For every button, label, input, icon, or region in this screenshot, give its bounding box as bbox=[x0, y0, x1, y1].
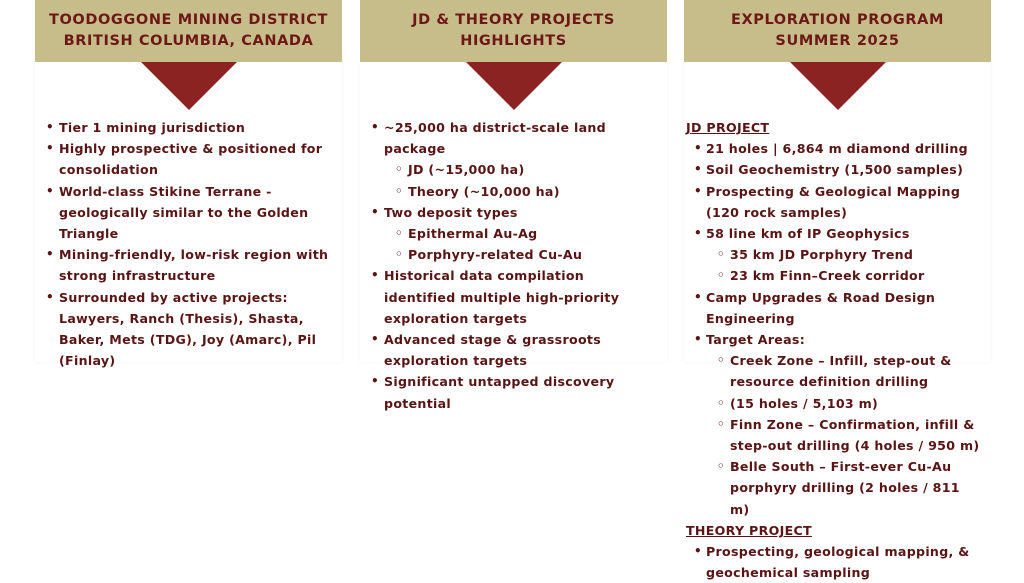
list-item: • Prospecting & Geological Mapping (120 rock samples) bbox=[684, 181, 984, 223]
section-title-jd-project: JD PROJECT bbox=[686, 120, 770, 135]
list-item: • Advanced stage & grassroots exploration targets bbox=[360, 329, 660, 371]
list-subitem: ◦ Theory (~10,000 ha) bbox=[360, 181, 660, 202]
section-title-theory-project: THEORY PROJECT bbox=[686, 522, 812, 538]
column-body bbox=[35, 117, 335, 371]
list-item: • Two deposit types bbox=[360, 202, 660, 223]
bullet-list bbox=[360, 117, 660, 414]
column-body bbox=[360, 117, 660, 414]
column-header bbox=[35, 0, 342, 62]
down-arrow-icon bbox=[790, 62, 886, 110]
list-item: • Historical data compilation identified multiple high-priority exploration targets bbox=[360, 265, 660, 329]
header-line-1: EXPLORATION PROGRAM bbox=[730, 12, 945, 28]
list-subitem: ◦ JD (~15,000 ha) bbox=[360, 159, 660, 180]
header-line-1: JD & THEORY PROJECTS bbox=[412, 12, 615, 28]
list-item: • Mining-friendly, low-risk region with strong infrastructure bbox=[35, 244, 335, 286]
list-item: • Highly prospective & positioned for consolidation bbox=[35, 138, 335, 180]
list-subitem: ◦ 35 km JD Porphyry Trend bbox=[684, 244, 984, 265]
header-line-2: BRITISH COLUMBIA, CANADA bbox=[63, 33, 314, 49]
list-subitem: ◦ Creek Zone – Infill, step-out & resource definition drilling bbox=[684, 350, 984, 392]
list-subitem: ◦ Porphyry-related Cu-Au bbox=[360, 244, 660, 265]
list-item: • Target Areas: bbox=[684, 329, 984, 350]
list-item: • Tier 1 mining jurisdiction bbox=[35, 117, 335, 138]
down-arrow-icon bbox=[466, 62, 562, 110]
down-arrow-icon bbox=[141, 62, 237, 110]
bullet-list bbox=[684, 541, 984, 583]
column-body bbox=[684, 117, 984, 583]
bullet-list bbox=[35, 117, 335, 371]
column-jd-theory bbox=[360, 0, 667, 411]
header-line-1: TOODOGGONE MINING DISTRICT bbox=[48, 12, 329, 28]
list-item: • Soil Geochemistry (1,500 samples) bbox=[684, 159, 984, 180]
list-item: • Significant untapped discovery potential bbox=[360, 371, 660, 413]
list-subitem: ◦ Epithermal Au-Ag bbox=[360, 223, 660, 244]
list-item: • ~25,000 ha district-scale land package bbox=[360, 117, 660, 159]
column-toodoggone bbox=[35, 0, 342, 369]
column-header bbox=[684, 0, 991, 62]
column-exploration-program bbox=[684, 0, 991, 581]
list-item: • Camp Upgrades & Road Design Engineering bbox=[684, 287, 984, 329]
list-item: • World-class Stikine Terrane - geologically similar to the Golden Triangle bbox=[35, 181, 335, 245]
list-item: • Surrounded by active projects: Lawyers, Ranch (Thesis), Shasta, Baker, Mets (TDG), Joy (Amarc), Pil (Finlay) bbox=[35, 287, 335, 372]
header-line-2: HIGHLIGHTS bbox=[460, 33, 567, 49]
list-item: • 58 line km of IP Geophysics bbox=[684, 223, 984, 244]
list-subitem: ◦ Finn Zone – Confirmation, infill & step-out drilling (4 holes / 950 m) bbox=[684, 414, 984, 456]
list-item: • 21 holes | 6,864 m diamond drilling bbox=[684, 138, 984, 159]
header-line-2: SUMMER 2025 bbox=[775, 33, 900, 49]
bullet-list bbox=[684, 138, 984, 520]
column-header bbox=[360, 0, 667, 62]
list-subitem: ◦ 23 km Finn–Creek corridor bbox=[684, 265, 984, 286]
list-subitem: ◦ Belle South – First-ever Cu-Au porphyry drilling (2 holes / 811 m) bbox=[684, 456, 984, 520]
list-subitem: ◦ (15 holes / 5,103 m) bbox=[684, 393, 984, 414]
list-item: • Prospecting, geological mapping, & geochemical sampling bbox=[684, 541, 984, 583]
